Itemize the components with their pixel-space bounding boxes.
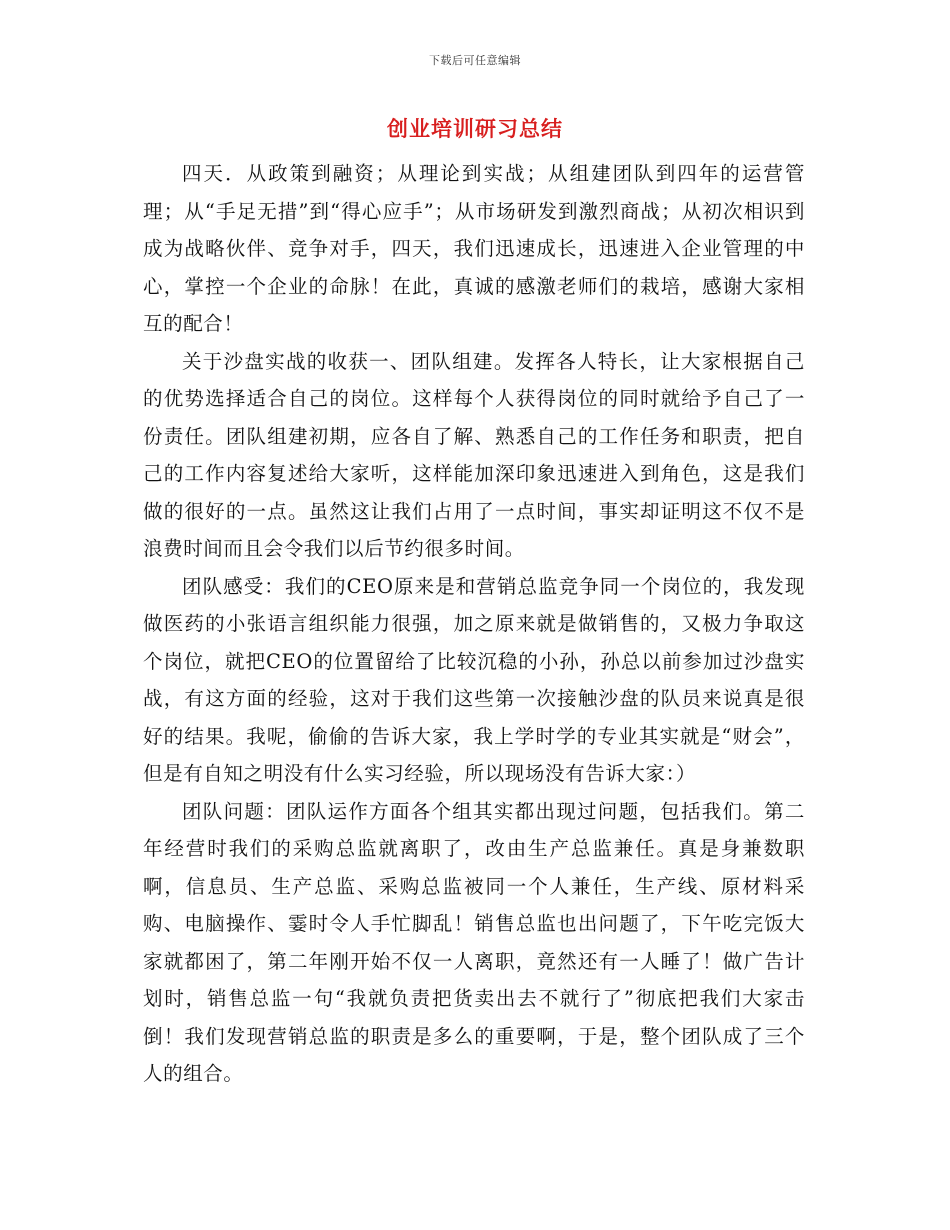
document-body bbox=[143, 155, 805, 1093]
document-title: 创业培训研习总结 bbox=[387, 116, 563, 141]
page-header-note: 下载后可任意编辑 bbox=[429, 54, 521, 67]
paragraph-team-building: 关于沙盘实战的收获一、团队组建。发挥各人特长，让大家根据自己的优势选择适合自己的岗位。这样每个人获得岗位的同时就给予自己了一份责任。团队组建初期，应各自了解、熟悉自己的工作任务和职责，把自己的工作内容复述给大家听，这样能加深印象迅速进入到角色，这是我们做的很好的一点。虽然这让我们占用了一点时间，事实却证明这不仅不是浪费时间而且会令我们以后节约很多时间。 bbox=[143, 349, 805, 560]
paragraph-team-feelings: 团队感受：我们的CEO原来是和营销总监竞争同一个岗位的，我发现做医药的小张语言组织能力很强，加之原来就是做销售的，又极力争取这个岗位，就把CEO的位置留给了比较沉稳的小孙，孙总以前参加过沙盘实战，有这方面的经验，这对于我们这些第一次接触沙盘的队员来说真是很好的结果。我呢，偷偷的告诉大家，我上学时学的专业其实就是“财会”，但是有自知之明没有什么实习经验，所以现场没有告诉大家：） bbox=[143, 574, 805, 785]
paragraph-team-problems: 团队问题：团队运作方面各个组其实都出现过问题，包括我们。第二年经营时我们的采购总监就离职了，改由生产总监兼任。真是身兼数职啊，信息员、生产总监、采购总监被同一个人兼任，生产线、原材料采购、电脑操作、霎时令人手忙脚乱！销售总监也出问题了，下午吃完饭大家就都困了，第二年刚开始不仅一人离职，竟然还有一人睡了！做广告计划时，销售总监一句“我就负责把货卖出去不就行了”彻底把我们大家击倒！我们发现营销总监的职责是多么的重要啊，于是，整个团队成了三个人的组合。 bbox=[143, 799, 805, 1085]
paragraph-intro: 四天．从政策到融资；从理论到实战；从组建团队到四年的运营管理；从“手足无措”到“得心应手”；从市场研发到激烈商战；从初次相识到成为战略伙伴、竞争对手，四天，我们迅速成长，迅速进入企业管理的中心，掌控一个企业的命脉！在此，真诚的感激老师们的栽培，感谢大家相互的配合！ bbox=[143, 162, 805, 335]
